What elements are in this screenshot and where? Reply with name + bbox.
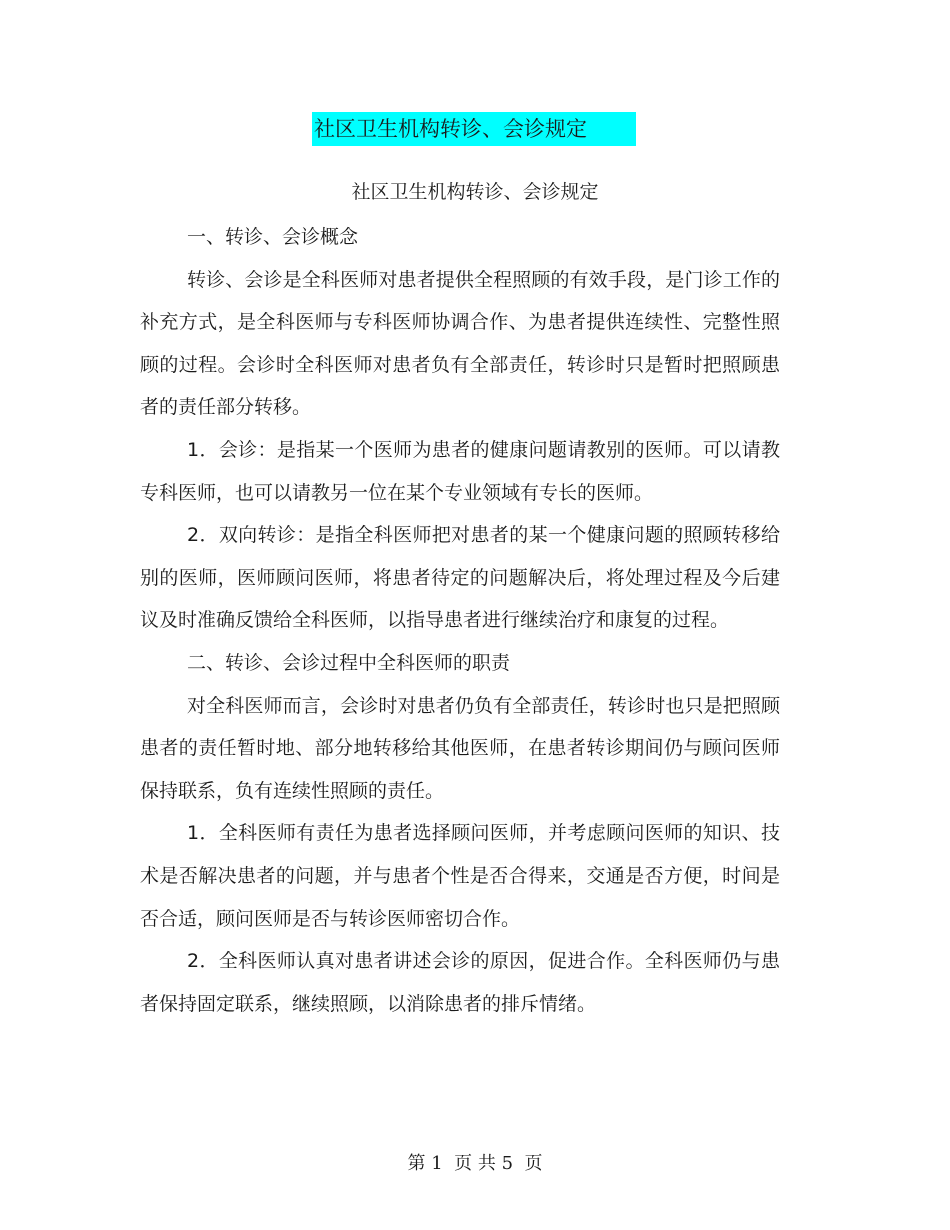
paragraph: 对全科医师而言，会诊时对患者仍负有全部责任，转诊时也只是把照顾患者的责任暂时地、部分地转移给其他医师，在患者转诊期间仍与顾问医师保持联系，负有连续性照顾的责任。 <box>140 694 780 802</box>
document-subtitle: 社区卫生机构转诊、会诊规定 <box>351 181 599 203</box>
paragraph: 2．双向转诊：是指全科医师把对患者的某一个健康问题的照顾转移给别的医师，医师顾问医师，将患者待定的问题解决后，将处理过程及今后建议及时准确反馈给全科医师，以指导患者进行继续治疗和康复的过程。 <box>140 524 780 632</box>
document-body <box>140 216 780 1025</box>
section-heading-1: 一、转诊、会诊概念 <box>187 226 359 248</box>
paragraph: 2．全科医师认真对患者讲述会诊的原因，促进合作。全科医师仍与患者保持固定联系，继续照顾，以消除患者的排斥情绪。 <box>140 950 780 1015</box>
paragraph: 1．会诊：是指某一个医师为患者的健康问题请教别的医师。可以请教专科医师，也可以请教另一位在某个专业领域有专长的医师。 <box>140 438 780 504</box>
document-title-highlighted: 社区卫生机构转诊、会诊规定 <box>312 112 636 146</box>
section-heading-2: 二、转诊、会诊过程中全科医师的职责 <box>187 651 511 674</box>
paragraph: 1．全科医师有责任为患者选择顾问医师，并考虑顾问医师的知识、技术是否解决患者的问题，并与患者个性是否合得来，交通是否方便，时间是否合适，顾问医师是否与转诊医师密切合作。 <box>140 822 780 930</box>
page-footer: 第 1 页 共 5 页 <box>407 1153 543 1174</box>
paragraph: 转诊、会诊是全科医师对患者提供全程照顾的有效手段，是门诊工作的补充方式，是全科医师与专科医师协调合作、为患者提供连续性、完整性照顾的过程。会诊时全科医师对患者负有全部责任，转诊时只是暂时把照顾患者的责任部分转移。 <box>140 268 780 419</box>
